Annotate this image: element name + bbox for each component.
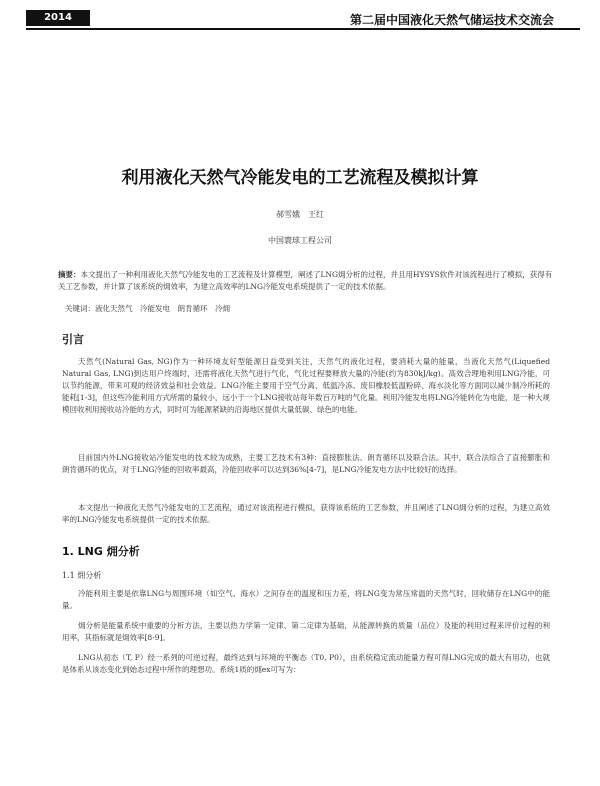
running-header	[26, 10, 580, 30]
abstract-text: 本文提出了一种利用液化天然气冷能发电的工艺流程及计算模型，阐述了LNG㶲分析的过程，并且用HYSYS软件对该流程进行了模拟，获得有关工艺参数，并计算了该系统的㶲效率，为建立高效率的LNG冷能发电系统提供了一定的技术依据。	[58, 270, 553, 291]
section-heading-intro: 引言	[62, 333, 84, 346]
intro-paragraph-3: 本文提出一种液化天然气冷能发电的工艺流程，通过对该流程进行模拟，获得该系统的工艺参数，并且阐述了LNG㶲分析的过程，为建立高效率的LNG冷能发电系统提供一定的技术依据。	[62, 503, 550, 524]
keywords	[65, 303, 545, 314]
abstract	[58, 269, 558, 293]
keywords-label: 关键词：	[65, 304, 95, 313]
keywords-text: 液化天然气 冷能发电 朗肯循环 冷㶲	[95, 304, 230, 313]
section-heading-1: 1. LNG 㶲分析	[62, 545, 140, 558]
section1-paragraph-1: 冷能利用主要是依靠LNG与周围环境（如空气、海水）之间存在的温度和压力差，将LNG变为常压常温的天然气时，回收储存在LNG中的能量。	[62, 589, 550, 610]
intro-paragraph-2: 目前国内外LNG接收站冷能发电的技术较为成熟，主要工艺技术有3种：直接膨胀法、朗肯循环以及联合法。其中，联合法综合了直接膨胀和朗肯循环的优点，对于LNG冷能的回收率最高，冷能回收率可以达到36%[4-7]，是LNG冷能发电方法中比较好的选择。	[62, 453, 550, 474]
paper-authors: 郝雪娥 王红	[276, 210, 324, 219]
paper-affiliation: 中国寰球工程公司	[268, 236, 332, 245]
subsection-heading-1-1: 1.1 㶲分析	[62, 571, 102, 580]
paper-title: 利用液化天然气冷能发电的工艺流程及模拟计算	[121, 168, 479, 188]
section1-paragraph-2: 㶲分析是能量系统中重要的分析方法，主要以热力学第一定律、第二定律为基础，从能源转换的质量（品位）及能的利用过程来评价过程的利用率，其指标就是㶲效率[8-9]。	[62, 621, 550, 642]
intro-paragraph-1: 天然气(Natural Gas, NG)作为一种环境友好型能源日益受到关注，天然气的液化过程，要消耗大量的能量，当液化天然气(Liquefied Natural Gas, LNG)到达用户终端时，还需将液化天然气进行气化，气化过程要释放大量的冷能(约为830kJ/kg)。高效合理地利用LNG冷能，可以节约能源，带来可观的经济效益和社会效益。LNG冷能主要用于空气分离、低温冷冻、废旧橡胶低温粉碎、海水淡化等方面同以减少制冷所耗的能耗[1-3]，但这些冷能利用方式所需的量较小，远小于一个LNG接收站每年数百万吨的气化量。利用冷能发电将LNG冷能转化为电能，是一种大规模回收利用接收站冷能的方式，同时可为能源紧缺的沿海地区提供大量低碳、绿色的电能。	[62, 357, 550, 414]
conference-title: 第二届中国液化天然气储运技术交流会	[349, 13, 554, 27]
year-badge: 2014	[26, 10, 90, 26]
abstract-label: 摘要：	[58, 270, 81, 279]
section1-paragraph-3: LNG从初态（T, P）经一系列的可逆过程，最终达到与环境的平衡态（T0, P0），由系统稳定流动能量方程可得LNG完成的最大有用功，也就是体系从该态变化到始态过程中所作的理想功。系统1质的㶲ex可写为：	[62, 653, 550, 674]
